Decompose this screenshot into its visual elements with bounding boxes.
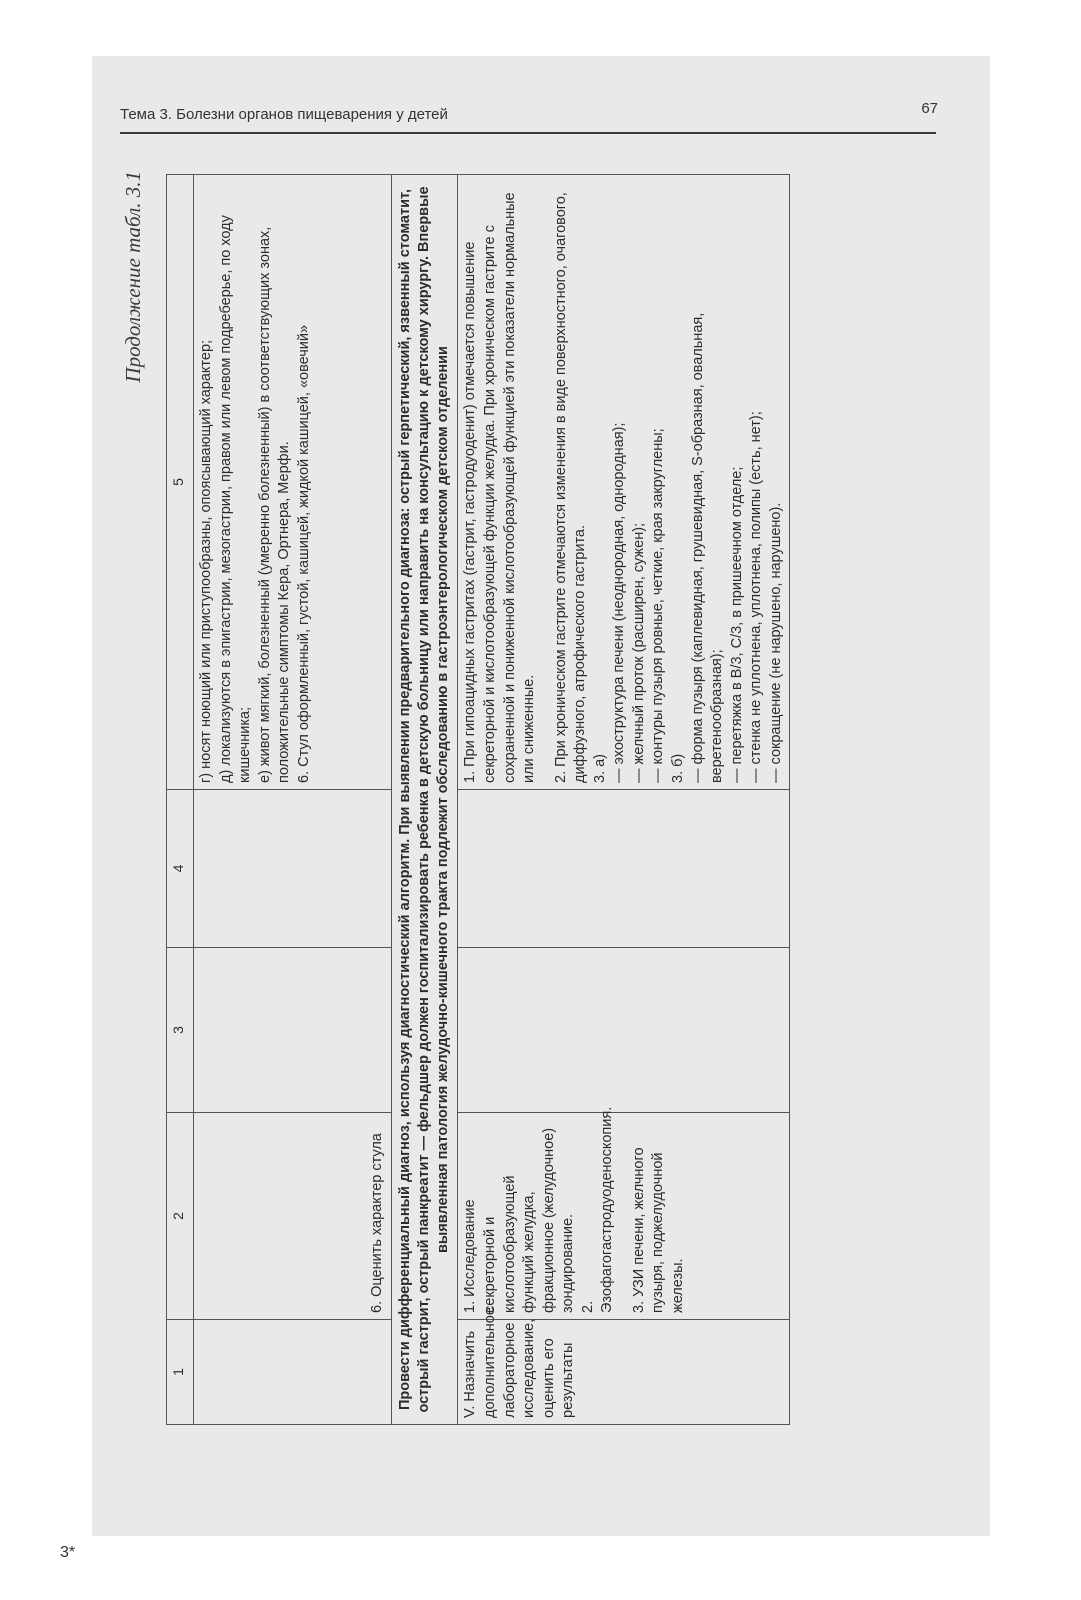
- table-cell: [194, 1113, 392, 1320]
- cell-text: 3. УЗИ печени, желчного пузыря, поджелудочной железы.: [630, 1147, 686, 1313]
- instruction-cell: Провести дифференциальный диагноз, используя диагностический алгоритм. При выявлении предварительного диагноза: острый герпетический, язвенный стоматит, острый гастрит, острый панкреатит — фельдшер должен госпитализировать ребенка в детскую больницу или направить на консультацию к детскому хирургу. Впервые выявленная патология желудочно-кишечного тракта подлежит обследованию в гастроэнтерологическом детском отделении: [392, 175, 458, 1425]
- cell-text: 1. Исследование секреторной и кислотообразующей функций желудка, фракционное (желудочное) зондирование.: [462, 1127, 577, 1313]
- table-row-v: [458, 175, 790, 1425]
- column-header: 4: [167, 790, 194, 948]
- column-header: 1: [167, 1320, 194, 1425]
- cell-text: 6. Стул оформленный, густой, кашицей, жидкой кашицей, «овечий»: [295, 324, 312, 783]
- cell-text: 6. Оценить характер стула: [369, 1133, 386, 1313]
- cell-text: 2. Эзофагогастродуоденоскопия.: [579, 1106, 616, 1313]
- cell-text: — стенка не уплотнена, уплотнена, полипы (есть, нет);: [748, 411, 765, 783]
- cell-text: — эхоструктура печени (неоднородная, однородная);: [611, 422, 628, 783]
- table-cell: [194, 175, 392, 790]
- cell-text: — желчный проток (расширен, сужен);: [630, 522, 647, 783]
- table-cell: [194, 790, 392, 948]
- cell-text: — сокращение (не нарушено, нарушено).: [767, 502, 784, 783]
- cell-text: д) локализуются в эпигастрии, мезогастрии, правом или левом подреберье, по ходу кишечника;: [217, 215, 254, 783]
- cell-text: 2. При хроническом гастрите отмечаются изменения в виде поверхностного, очагового, диффузного, атрофического гастрита.: [552, 192, 589, 783]
- table-cell: [458, 175, 790, 790]
- table-cell: [194, 948, 392, 1113]
- spacer: [618, 1119, 630, 1313]
- page-number: 67: [921, 100, 938, 117]
- table-cell: [458, 1106, 790, 1320]
- spacer: [540, 181, 552, 783]
- cell-text: 3. б): [670, 753, 686, 783]
- cell-text: г) носят ноющий или приступообразны, опоясывающий характер;: [198, 339, 214, 783]
- rotated-table-region: [108, 155, 878, 1425]
- header-rule: [120, 132, 936, 134]
- running-title: Тема 3. Болезни органов пищеварения у детей: [120, 106, 448, 123]
- signature-mark: 3*: [60, 1544, 76, 1561]
- table-cell: V. Назначить дополнительное лабораторное исследование, оценить его результаты: [458, 1320, 790, 1425]
- column-header: 5: [167, 175, 194, 790]
- table-3-1: [166, 174, 790, 1425]
- table-row-continued: [194, 175, 392, 1425]
- column-header: 3: [167, 948, 194, 1113]
- table-cell: [458, 790, 790, 948]
- table-cell: [194, 1320, 392, 1425]
- table-caption: Продолжение табл. 3.1: [121, 171, 145, 383]
- cell-text: 3. а): [591, 753, 608, 783]
- table-header-row: [167, 175, 194, 1425]
- cell-text: 1. При гипоацидных гастритах (гастрит, гастродуоденит) отмечается повышение секреторной и кислотообразующей функции желудка. При хроническом гастрите с сохраненной и пониженной кислотообразующей функцией эти показатели нормальные или сниженные.: [462, 192, 538, 783]
- cell-text: — перетяжка в В/3, С/3, в пришеечном отделе;: [728, 466, 745, 783]
- cell-text: е) живот мягкий, болезненный (умеренно болезненный) в соответствующих зонах, положительные симптомы Кера, Ортнера, Мерфи.: [256, 226, 293, 783]
- cell-text: — форма пузыря (каплевидная, грушевидная, S-образная, овальная, веретенообразная);: [689, 312, 726, 783]
- cell-text: — контуры пузыря ровные, четкие, края закруглены;: [650, 428, 667, 783]
- column-header: 2: [167, 1113, 194, 1320]
- table-cell: [458, 948, 790, 1113]
- instruction-row: [392, 175, 458, 1425]
